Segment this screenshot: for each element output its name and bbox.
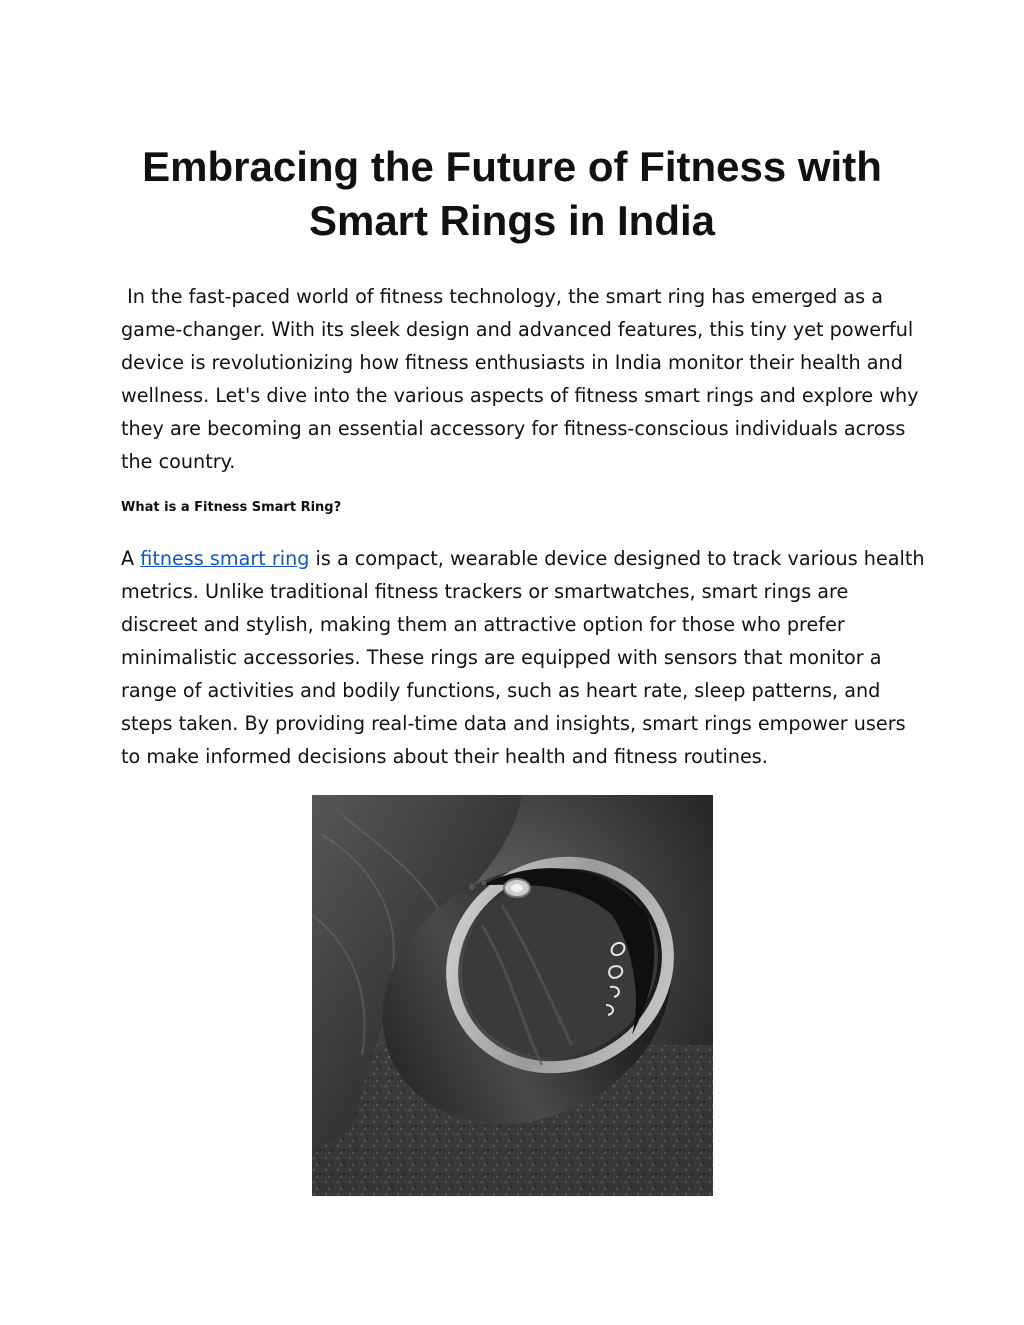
section-line: discreet and stylish, making them an attractive option for those who prefer [121, 613, 845, 636]
smart-ring-photo [312, 795, 713, 1196]
intro-line: In the fast-paced world of fitness technology, the smart ring has emerged as a [121, 285, 884, 308]
fitness-smart-ring-link[interactable]: fitness smart ring [140, 547, 310, 570]
title-line: Smart Rings in India [308, 197, 716, 244]
section-line: to make informed decisions about their health and fitness routines. [121, 745, 768, 768]
title-line: Embracing the Future of Fitness with [142, 143, 882, 190]
section-paragraph [121, 542, 925, 773]
section-line-first [121, 542, 925, 575]
intro-line: device is revolutionizing how fitness enthusiasts in India monitor their health and [121, 351, 903, 374]
page-title [100, 140, 924, 248]
intro-line: the country. [121, 450, 236, 473]
intro-line: wellness. Let's dive into the various aspects of fitness smart rings and explore why [121, 384, 919, 407]
line-suffix: is a compact, wearable device designed to track various health [309, 547, 925, 570]
section-line: range of activities and bodily functions, such as heart rate, sleep patterns, and [121, 679, 881, 702]
section-heading: What is a Fitness Smart Ring? [121, 500, 342, 515]
intro-line: game-changer. With its sleek design and advanced features, this tiny yet powerful [121, 318, 914, 341]
section-line: steps taken. By providing real-time data and insights, smart rings empower users [121, 712, 906, 735]
intro-paragraph [121, 280, 921, 478]
section-line: metrics. Unlike traditional fitness trackers or smartwatches, smart rings are [121, 580, 849, 603]
intro-line: they are becoming an essential accessory for fitness-conscious individuals across [121, 417, 906, 440]
line-prefix: A [121, 547, 141, 570]
section-line: minimalistic accessories. These rings are equipped with sensors that monitor a [121, 646, 882, 669]
